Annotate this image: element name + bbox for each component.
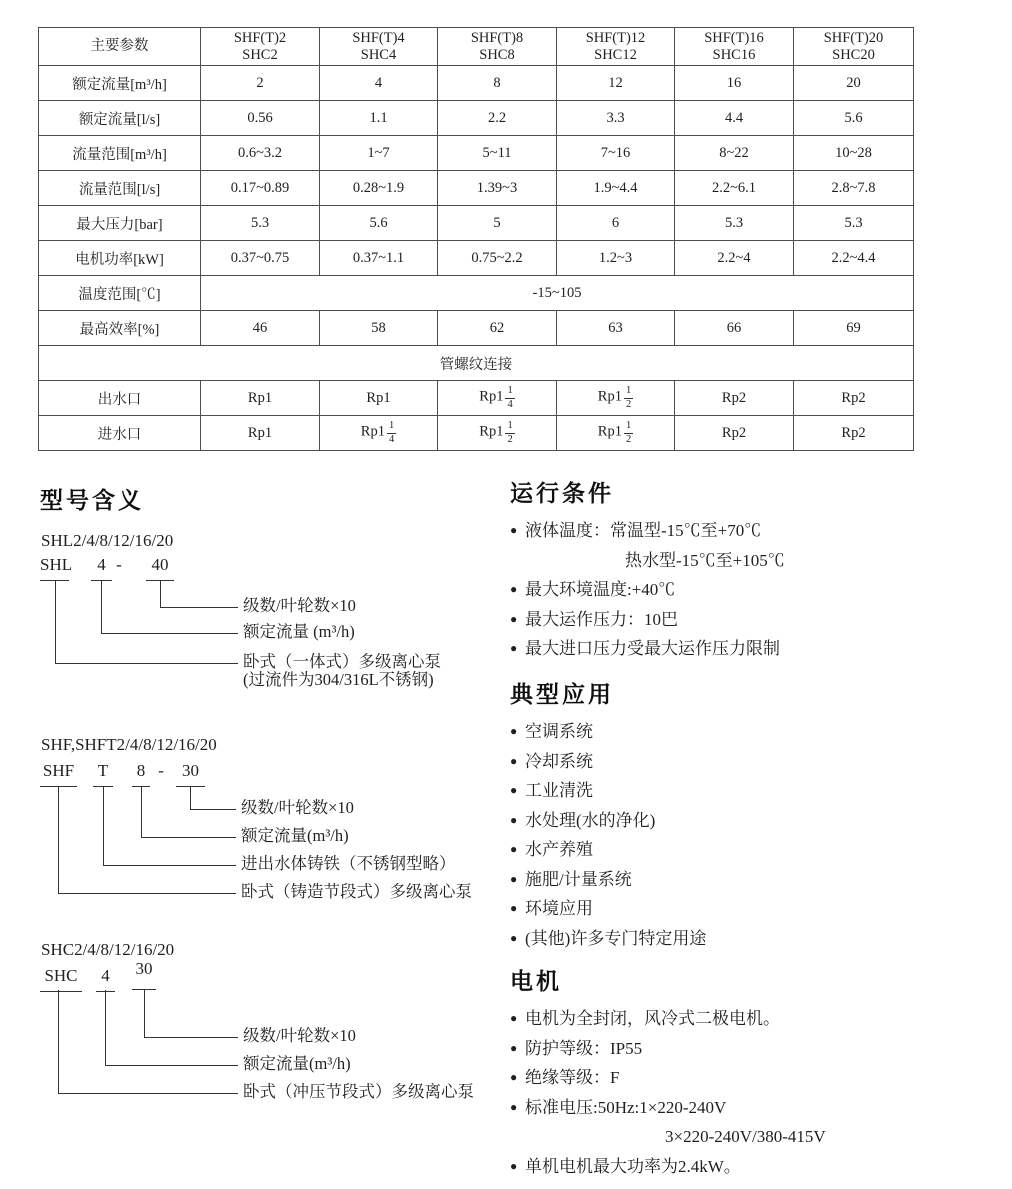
bullet-item-text: 热水型-15℃至+105℃ [625, 550, 785, 570]
bullet-item [510, 1004, 1000, 1034]
spec-cell: 12 [557, 66, 675, 101]
spec-cell: 0.28~1.9 [320, 171, 438, 206]
spec-column-header: SHF(T)12 SHC12 [557, 28, 675, 66]
bullet-dot-icon: ● [510, 783, 518, 797]
bullet-item [510, 894, 1000, 924]
spec-cell: 62 [438, 311, 557, 346]
spec-cell: 4.4 [675, 101, 794, 136]
spec-row-label: 额定流量[l/s] [39, 101, 201, 136]
spec-table [38, 27, 914, 451]
fraction: $\frac{1}{2}$ [507, 420, 513, 445]
bullet-dot-icon: ● [510, 1070, 518, 1084]
spec-row-label: 最高效率[%] [39, 311, 201, 346]
spec-row [39, 241, 914, 276]
spec-cell: 5.6 [794, 101, 914, 136]
spec-row [39, 416, 914, 451]
bullet-item [510, 516, 1000, 546]
bullet-item-text: 空调系统 [525, 722, 593, 741]
bullet-item-text: 防护等级：IP55 [525, 1038, 643, 1058]
model-part: 4 [91, 555, 112, 581]
model-series-shf: SHF,SHFT2/4/8/12/16/20 [41, 735, 217, 754]
spec-row-label: 流量范围[m³/h] [39, 136, 201, 171]
bullet-item [510, 924, 1000, 954]
spec-cell: 16 [675, 66, 794, 101]
bullet-item [510, 835, 1000, 865]
model-label: 级数/叶轮数×10 [243, 596, 356, 615]
spec-column-header: SHF(T)20 SHC20 [794, 28, 914, 66]
spec-cell: 2 [201, 66, 320, 101]
bullet-item-text: 绝缘等级：F [525, 1068, 620, 1087]
spec-cell: Rp2 [794, 381, 914, 416]
bullet-item-text: (其他)许多专门特定用途 [525, 928, 707, 948]
spec-table-body [39, 28, 914, 451]
spec-row [39, 101, 914, 136]
model-part: - [158, 761, 164, 780]
model-label: 级数/叶轮数×10 [243, 1026, 356, 1045]
spec-cell: 8 [438, 66, 557, 101]
bullet-dot-icon: ● [510, 901, 518, 915]
spec-cell: 7~16 [557, 136, 675, 171]
section-operating-conditions [510, 480, 1000, 664]
spec-column-header: SHF(T)2 SHC2 [201, 28, 320, 66]
spec-cell: 0.6~3.2 [201, 136, 320, 171]
spec-cell: 8~22 [675, 136, 794, 171]
bullet-item [510, 634, 1000, 664]
model-part: 30 [132, 959, 156, 990]
model-series-shl: SHL2/4/8/12/16/20 [41, 531, 174, 550]
typical-applications-list [510, 717, 1000, 953]
bullet-item-text: 最大进口压力受最大运作压力限制 [525, 639, 780, 658]
spec-column-header: SHF(T)16 SHC16 [675, 28, 794, 66]
spec-column-header: SHF(T)8 SHC8 [438, 28, 557, 66]
bullet-dot-icon: ● [510, 812, 518, 827]
spec-row-label: 电机功率[kW] [39, 241, 201, 276]
bullet-item [510, 1152, 1000, 1182]
bullet-item-text: 冷却系统 [525, 751, 593, 771]
spec-cell: 5~11 [438, 136, 557, 171]
operating-conditions-list [510, 516, 1000, 664]
model-section-title: 型号含义 [40, 487, 144, 513]
spec-cell: Rp2 [794, 416, 914, 451]
spec-cell: 63 [557, 311, 675, 346]
model-label: 卧式（冲压节段式）多级离心泵 [243, 1082, 474, 1101]
model-part: T [93, 761, 113, 787]
bullet-item-text: 3×220-240V/380-415V [665, 1127, 826, 1146]
spec-cell: Rp1 $\frac{1}{4}$ [320, 416, 438, 451]
bullet-item-text: 最大运作压力：10巴 [525, 609, 678, 629]
bullet-dot-icon: ● [510, 842, 518, 856]
fraction: $\frac{1}{2}$ [625, 385, 632, 410]
section-typical-applications [510, 681, 1000, 953]
bullet-dot-icon: ● [510, 930, 518, 945]
bullet-item [510, 605, 1000, 635]
bullet-item-text: 水产养殖 [525, 840, 593, 859]
spec-row-label: 流量范围[l/s] [39, 171, 201, 206]
spec-cell: 6 [557, 206, 675, 241]
bullet-item [510, 806, 1000, 836]
spec-cell: 66 [675, 311, 794, 346]
spec-cell: 5 [438, 206, 557, 241]
spec-cell: 2.2~6.1 [675, 171, 794, 206]
bullet-item-text: 电机为全封闭，风冷式二极电机。 [525, 1009, 780, 1028]
spec-cell: 0.37~0.75 [201, 241, 320, 276]
bullet-item [510, 865, 1000, 895]
bullet-item-text: 施肥/计量系统 [525, 869, 632, 889]
model-part: 30 [176, 761, 205, 787]
bullet-dot-icon: ● [510, 1011, 518, 1025]
spec-cell: 0.37~1.1 [320, 241, 438, 276]
spec-header-row [39, 28, 914, 66]
bullet-dot-icon: ● [510, 582, 518, 596]
spec-row [39, 206, 914, 241]
bullet-dot-icon: ● [510, 871, 518, 886]
spec-row [39, 66, 914, 101]
model-part: 40 [146, 555, 174, 581]
model-label: (过流件为304/316L不锈钢) [243, 670, 434, 689]
operating-conditions-title: 运行条件 [510, 480, 614, 506]
model-part: 4 [96, 966, 115, 992]
model-label: 卧式（一体式）多级离心泵 [243, 652, 441, 671]
spec-cell: 58 [320, 311, 438, 346]
bullet-dot-icon: ● [510, 641, 518, 655]
model-diagram-shc [38, 940, 498, 1110]
spec-cell: Rp1 $\frac{1}{2}$ [438, 416, 557, 451]
bullet-item-text: 液体温度：常温型-15℃至+70℃ [525, 521, 762, 540]
spec-cell: Rp1 [201, 381, 320, 416]
bullet-item [510, 1034, 1000, 1064]
spec-row [39, 136, 914, 171]
bullet-item [510, 575, 1000, 605]
spec-cell: Rp1 $\frac{1}{2}$ [557, 416, 675, 451]
bullet-dot-icon: ● [510, 753, 518, 768]
spec-cell: 0.75~2.2 [438, 241, 557, 276]
model-part: SHC [40, 966, 82, 992]
bullet-item [510, 747, 1000, 777]
fraction: $\frac{1}{2}$ [625, 420, 632, 445]
spec-cell: 5.3 [201, 206, 320, 241]
bullet-dot-icon: ● [510, 611, 518, 626]
spec-cell: 69 [794, 311, 914, 346]
spec-row [39, 346, 914, 381]
bullet-item-text: 工业清洗 [525, 781, 593, 800]
bullet-item [650, 1122, 1000, 1152]
spec-row-label: 温度范围[℃] [39, 276, 201, 311]
spec-cell: 10~28 [794, 136, 914, 171]
bullet-item [510, 1063, 1000, 1093]
spec-column-header: SHF(T)4 SHC4 [320, 28, 438, 66]
bullet-dot-icon: ● [510, 1040, 518, 1055]
spec-cell: Rp1 [320, 381, 438, 416]
spec-corner-label: 主要参数 [39, 28, 201, 66]
spec-cell: 4 [320, 66, 438, 101]
bullet-item-text: 水处理(水的净化) [525, 810, 656, 830]
bullet-item [510, 776, 1000, 806]
spec-cell: 2.2~4.4 [794, 241, 914, 276]
spec-cell: 46 [201, 311, 320, 346]
bullet-item-text: 最大环境温度:+40℃ [525, 580, 676, 599]
model-part: - [116, 555, 122, 574]
spec-row-label: 额定流量[m³/h] [39, 66, 201, 101]
typical-applications-title: 典型应用 [510, 681, 614, 707]
spec-row-label: 进水口 [39, 416, 201, 451]
spec-row [39, 276, 914, 311]
spec-cell: 20 [794, 66, 914, 101]
bullet-dot-icon: ● [510, 1099, 518, 1114]
spec-cell: Rp1 $\frac{1}{4}$ [438, 381, 557, 416]
spec-cell: 3.3 [557, 101, 675, 136]
spec-cell: 1.1 [320, 101, 438, 136]
fraction: $\frac{1}{4}$ [388, 420, 395, 445]
bullet-item-text: 环境应用 [525, 899, 593, 918]
bullet-item-text: 单机电机最大功率为2.4kW。 [525, 1156, 741, 1176]
spec-cell: 0.17~0.89 [201, 171, 320, 206]
model-label: 额定流量(m³/h) [243, 1054, 351, 1073]
model-label: 额定流量(m³/h) [241, 826, 349, 845]
spec-cell: Rp1 [201, 416, 320, 451]
spec-cell: 1.2~3 [557, 241, 675, 276]
spec-row-label: 出水口 [39, 381, 201, 416]
spec-row-label: 最大压力[bar] [39, 206, 201, 241]
bullet-dot-icon: ● [510, 724, 518, 738]
spec-cell: 1~7 [320, 136, 438, 171]
spec-row [39, 381, 914, 416]
connector-line [58, 990, 238, 1094]
model-series-shc: SHC2/4/8/12/16/20 [41, 940, 175, 959]
model-part: SHL [40, 555, 69, 581]
model-diagram-shl [38, 531, 488, 701]
bullet-item [510, 1093, 1000, 1123]
spec-cell: 2.2 [438, 101, 557, 136]
model-part: 8 [132, 761, 150, 787]
motor-list [510, 1004, 1000, 1181]
model-label: 额定流量 (m³/h) [243, 622, 355, 641]
bullet-dot-icon: ● [510, 1158, 518, 1173]
spec-cell: 5.3 [675, 206, 794, 241]
spec-cell: 2.2~4 [675, 241, 794, 276]
spec-cell: 5.3 [794, 206, 914, 241]
motor-title: 电机 [510, 968, 562, 994]
spec-cell: Rp2 [675, 416, 794, 451]
connector-line [55, 580, 238, 664]
model-label: 卧式（铸造节段式）多级离心泵 [241, 882, 472, 901]
spec-merged-cell: -15~105 [201, 276, 914, 311]
model-part: SHF [40, 761, 77, 787]
bullet-dot-icon: ● [510, 523, 518, 537]
bullet-item [610, 546, 1000, 576]
spec-cell: Rp2 [675, 381, 794, 416]
spec-cell: 0.56 [201, 101, 320, 136]
bullet-item [510, 717, 1000, 747]
spec-cell: 1.39~3 [438, 171, 557, 206]
model-label: 进出水体铸铁（不锈钢型略） [241, 854, 456, 873]
fraction: $\frac{1}{4}$ [507, 385, 513, 410]
connector-line [58, 786, 236, 894]
section-motor [510, 968, 1000, 1181]
spec-cell: 5.6 [320, 206, 438, 241]
spec-row [39, 311, 914, 346]
model-label: 级数/叶轮数×10 [241, 798, 354, 817]
bullet-item-text: 标准电压:50Hz:1×220-240V [525, 1097, 727, 1117]
spec-fullwidth-cell: 管螺纹连接 [39, 346, 914, 381]
spec-cell: Rp1 $\frac{1}{2}$ [557, 381, 675, 416]
spec-row [39, 171, 914, 206]
model-diagram-shf [38, 735, 498, 910]
spec-cell: 1.9~4.4 [557, 171, 675, 206]
spec-cell: 2.8~7.8 [794, 171, 914, 206]
